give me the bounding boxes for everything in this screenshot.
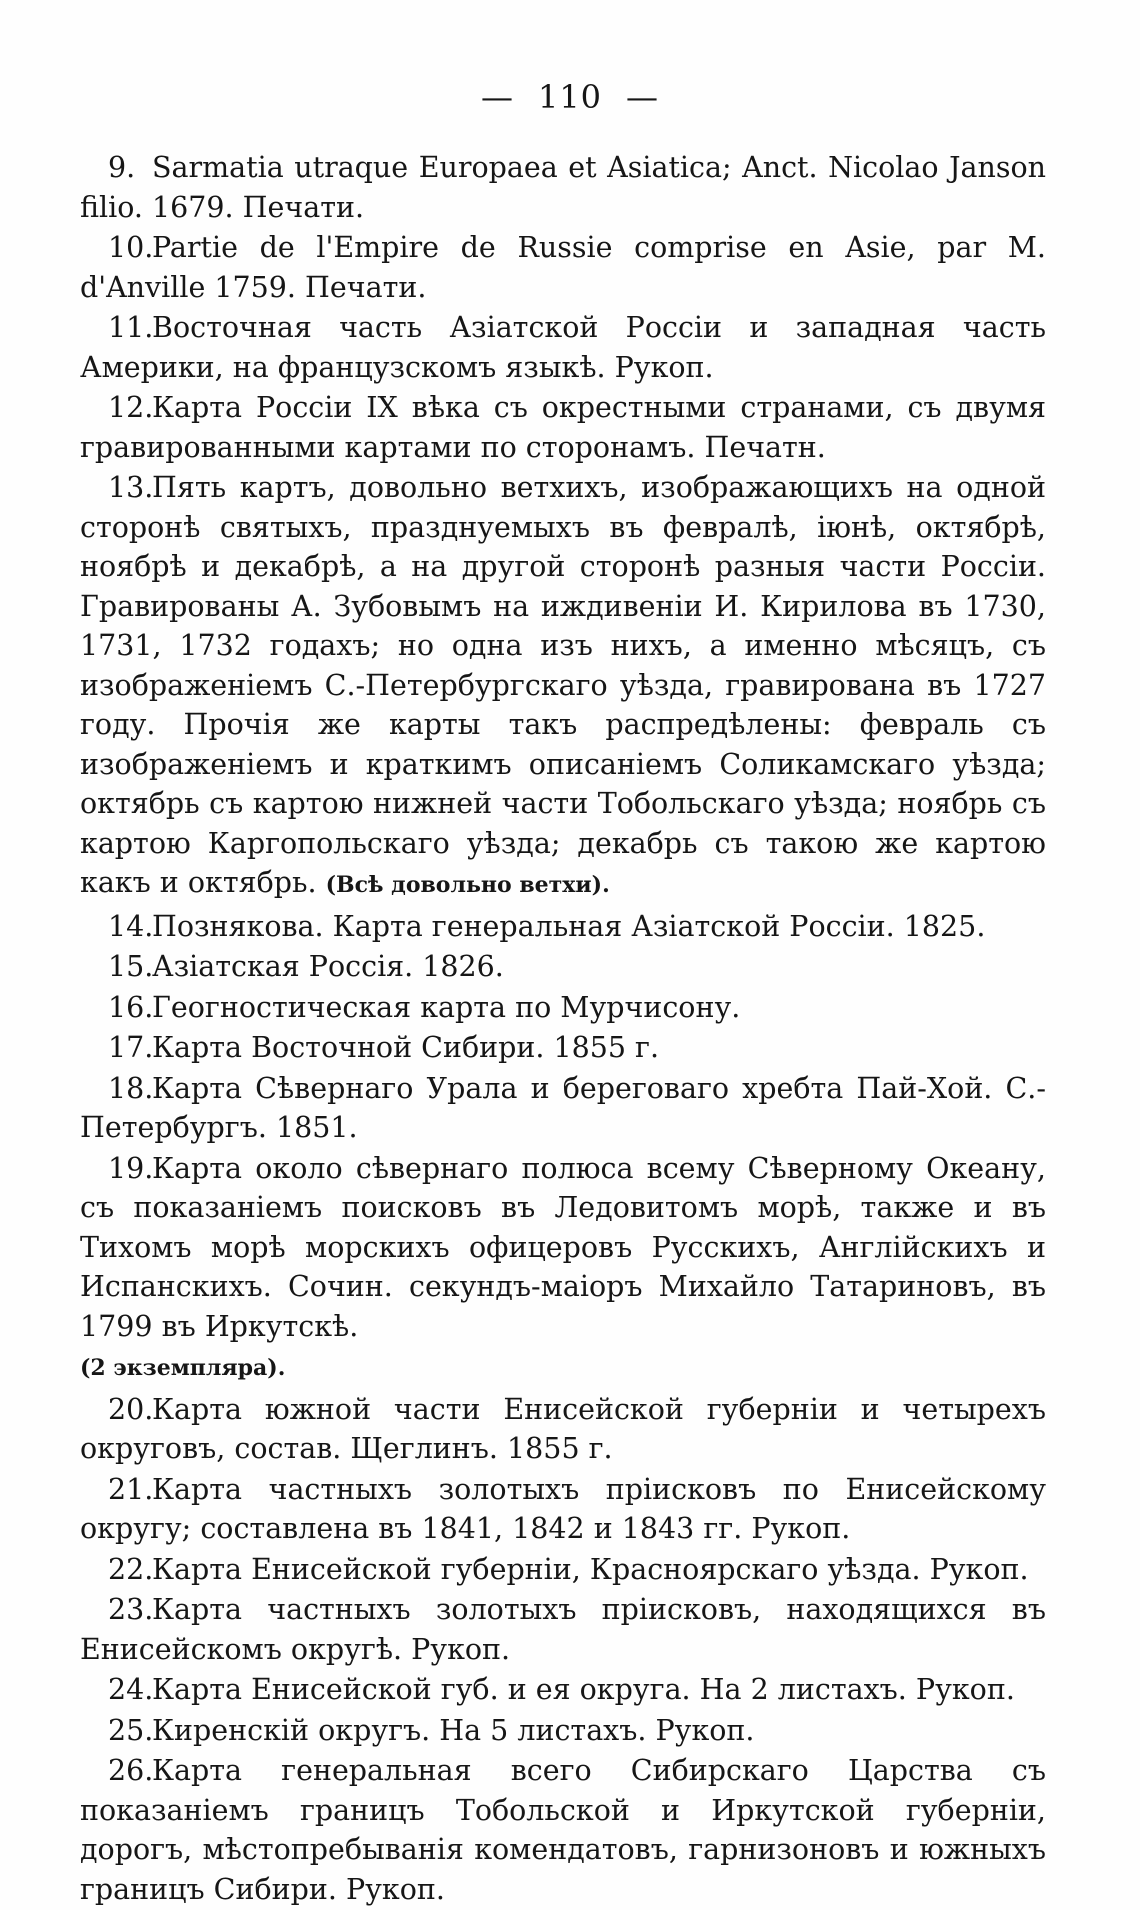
entry-text: Карта Восточной Сибири. 1855 г. (152, 1031, 660, 1064)
entry-text: Карта генеральная всего Сибирскаго Царства съ показаніемъ границъ Тобольской и Иркутской губерніи, дорогъ, мѣстопребыванія комендатовъ, гарнизоновъ и южныхъ границъ Сибири. Рукоп. (80, 1754, 1046, 1906)
entry-number: 20. (108, 1392, 154, 1426)
list-item (80, 148, 1046, 227)
entry-number: 19. (108, 1151, 154, 1185)
entry-note: (Всѣ довольно ветхи). (325, 872, 610, 898)
entry-text: Карта Сѣвернаго Урала и береговаго хребта Пай-Хой. С.-Петербургъ. 1851. (80, 1071, 1046, 1144)
dash-left: — (480, 78, 514, 116)
entry-text: Partie de l'Empire de Russie comprise en Asie, par M. d'Anville 1759. Печати. (80, 231, 1046, 304)
entry-number: 14. (108, 909, 154, 943)
dash-right: — (626, 78, 660, 116)
entry-text: Карта частныхъ золотыхъ пріисковъ, находящихся въ Енисейскомъ округѣ. Рукоп. (80, 1593, 1046, 1666)
list-item (80, 468, 1046, 906)
list-item (80, 1069, 1046, 1148)
entry-number: 25. (108, 1713, 154, 1747)
entry-text: Карта частныхъ золотыхъ пріисковъ по Енисейскому округу; составлена въ 1841, 1842 и 1843 гг. Рукоп. (80, 1472, 1046, 1545)
list-item (80, 1670, 1046, 1710)
entry-text: Геогностическая карта по Мурчисону. (152, 990, 741, 1024)
list-item (80, 1470, 1046, 1549)
list-item (80, 228, 1046, 307)
entry-text: Карта южной части Енисейской губерніи и четырехъ округовъ, состав. Щеглинъ. 1855 г. (80, 1392, 1046, 1465)
entry-text: Пять картъ, довольно ветхихъ, изображающихъ на одной сторонѣ святыхъ, празднуемыхъ въ февралѣ, іюнѣ, октябрѣ, ноябрѣ и декабрѣ, а на другой сторонѣ разныя части Россіи. Гравированы А. Зубовымъ на иждивеніи И. Кирилова въ 1730, 1731, 1732 годахъ; но одна изъ нихъ, а именно мѣсяцъ, съ изображеніемъ С.-Петербургскаго уѣзда, гравирована въ 1727 году. Прочія же карты такъ распредѣлены: февраль съ изображеніемъ и краткимъ описаніемъ Соликамскаго уѣзда; октябрь съ картою нижней части Тобольскаго уѣзда; ноябрь съ картою Каргопольскаго уѣзда; декабрь съ такою же картою какъ и октябрь. (80, 471, 1046, 899)
list-item (80, 1751, 1046, 1909)
entry-text: Познякова. Карта генеральная Азіатской Россіи. 1825. (152, 909, 986, 943)
entry-text: Киренскій округъ. На 5 листахъ. Рукоп. (152, 1713, 755, 1747)
list-item (80, 907, 1046, 947)
entry-number: 15. (108, 950, 154, 983)
list-item (80, 988, 1046, 1028)
list-item (80, 388, 1046, 467)
list-item (80, 1149, 1046, 1389)
entry-number: 24. (108, 1673, 154, 1706)
entry-number: 23. (108, 1593, 154, 1626)
entry-list (80, 148, 1046, 1910)
page-number: 110 (537, 78, 603, 116)
entry-number: 13. (108, 471, 154, 504)
entry-number: 22. (108, 1552, 154, 1586)
entry-number: 18. (108, 1071, 154, 1105)
entry-number: 16. (108, 990, 154, 1024)
entry-text: Карта Енисейской губерніи, Красноярскаго уѣзда. Рукоп. (152, 1552, 1029, 1586)
list-item (80, 308, 1046, 387)
entry-number: 17. (108, 1031, 154, 1064)
entry-number: 9. (108, 151, 136, 184)
list-item (80, 1550, 1046, 1590)
page-number-header (0, 78, 1140, 116)
entry-text: Карта Россіи IX вѣка съ окрестными странами, съ двумя гравированными картами по сторонамъ. Печатн. (80, 391, 1046, 464)
list-item (80, 947, 1046, 987)
entry-number: 10. (108, 231, 154, 264)
entry-note: (2 экземпляра). (80, 1355, 286, 1381)
list-item (80, 1711, 1046, 1751)
entry-text: Карта около сѣвернаго полюса всему Сѣверному Океану, съ показаніемъ поисковъ въ Ледовитомъ морѣ, также и въ Тихомъ морѣ морскихъ офицеровъ Русскихъ, Англійскихъ и Испанскихъ. Сочин. секундъ-маіоръ Михайло Татариновъ, въ 1799 въ Иркутскѣ. (80, 1151, 1046, 1343)
entry-text: Азіатская Россія. 1826. (152, 950, 504, 983)
entry-number: 21. (108, 1472, 154, 1506)
entry-number: 26. (108, 1754, 154, 1787)
entry-number: 11. (108, 311, 154, 344)
list-item (80, 1028, 1046, 1068)
list-item (80, 1390, 1046, 1469)
entry-number: 12. (108, 391, 154, 424)
entry-text: Sarmatia utraque Europaea et Asiatica; Anct. Nicolao Janson filio. 1679. Печати. (80, 151, 1046, 224)
entry-text: Восточная часть Азіатской Россіи и западная часть Америки, на французскомъ языкѣ. Рукоп. (80, 311, 1046, 384)
entry-text: Карта Енисейской губ. и ея округа. На 2 листахъ. Рукоп. (152, 1673, 1015, 1706)
list-item (80, 1590, 1046, 1669)
